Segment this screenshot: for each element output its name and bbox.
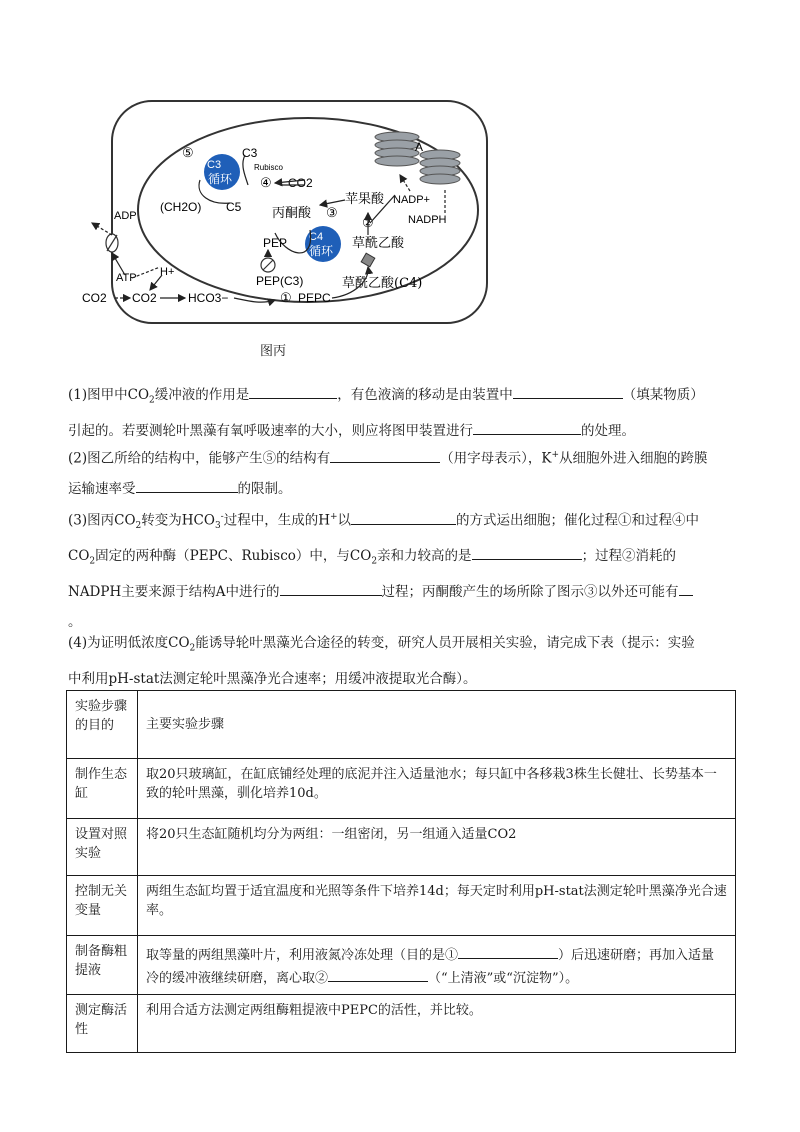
table-row: [67, 691, 736, 759]
table-cell-step: 主要实验步骤: [138, 691, 736, 759]
table-row: [67, 995, 736, 1053]
table-row: [67, 759, 736, 819]
process-5-label: ⑤: [182, 146, 194, 161]
c3-label: C3: [242, 146, 258, 160]
co2-cytosol-label: CO2: [132, 291, 157, 305]
question-2: (2)图乙所给的结构中，能够产生⑤的结构有 （用字母表示），K+从细胞外进入细胞的跨膜 运输速率受 的限制。: [68, 440, 736, 504]
atp-label: ATP: [116, 272, 137, 284]
table-row: [67, 876, 736, 936]
c3-cycle-label-1: C3: [207, 159, 222, 171]
pyruvate-label: 丙酮酸: [272, 206, 312, 221]
co2-inner-label: CO2: [288, 176, 313, 190]
table-cell-purpose: 制作生态缸: [67, 759, 138, 819]
answer-blank-3-3[interactable]: [280, 579, 382, 596]
hco3-label: HCO3−: [188, 291, 229, 305]
nadp-label: NADP+: [393, 194, 430, 206]
figure-caption: 图丙: [260, 344, 287, 359]
answer-blank-2-1[interactable]: [330, 446, 440, 463]
malic-acid-label: 苹果酸: [345, 192, 385, 207]
process-2-label: ②: [362, 216, 374, 231]
answer-blank-1-3[interactable]: [473, 418, 581, 435]
pepc-label: PEPC: [298, 291, 331, 305]
pep-label: PEP: [263, 236, 288, 250]
question-4: (4)为证明低浓度$CO_2$能诱导轮叶黑藻光合途径的转变，研究人员开展相关实验，请完成下表（提示：实验 中利用pH-stat法测定轮叶黑藻净光合速率；用缓冲液提取光合酶）。: [68, 635, 695, 687]
experiment-table: [66, 690, 736, 1053]
table-cell-step: 利用合适方法测定两组酶粗提液中PEPC的活性，并比较。: [138, 995, 736, 1053]
answer-blank-3-2[interactable]: [472, 543, 582, 560]
c3-cycle-label-2: 循环: [208, 172, 233, 186]
process-3-label: ③: [326, 206, 338, 221]
nadph-label: NADPH: [408, 214, 447, 226]
answer-blank-1-2[interactable]: [513, 382, 623, 399]
table-cell-purpose: 实验步骤的目的: [67, 691, 138, 759]
answer-blank-3-4[interactable]: [679, 579, 693, 596]
structure-a-label: A: [415, 140, 424, 154]
answer-blank-table-1[interactable]: [458, 942, 558, 959]
c5-label: C5: [226, 200, 242, 214]
pep-c3-label: PEP(C3): [256, 274, 304, 288]
oaa-transporter-icon: [361, 253, 375, 267]
process-4-label: ④: [260, 176, 272, 191]
table-cell-step: 取20只玻璃缸，在缸底铺经处理的底泥并注入适量池水；每只缸中各移栽3株生长健壮、长势基本一致的轮叶黑藻，驯化培养10d。: [138, 759, 736, 819]
ch2o-label: (CH2O): [160, 200, 202, 214]
oxaloacetate-label: 草酰乙酸: [352, 236, 405, 251]
oxaloacetate-c4-label: 草酰乙酸(C4): [342, 276, 423, 291]
answer-blank-table-2[interactable]: [328, 965, 428, 982]
table-cell-purpose: 控制无关变量: [67, 876, 138, 936]
question-3: (3)图丙$CO_2$转变为$HCO_3^-$过程中，生成的H+以 的方式运出细胞；催化过程①和过程④中 $CO_2$固定的两种酶（PEPC、Rubisco）中，与$CO_2$亲和力较高的是 ；过程②消耗的 NADPH主要来源于结构A中进行的 过程；丙酮酸产生的场所除了图示③以外还可能有 。: [68, 502, 736, 637]
adp-label: ADP: [114, 210, 137, 222]
table-cell-step: 两组生态缸均置于适宜温度和光照等条件下培养14d；每天定时利用pH-stat法测定轮叶黑藻净光合速率。: [138, 876, 736, 936]
h-ion-label: H+: [160, 266, 175, 278]
answer-blank-3-1[interactable]: [351, 508, 456, 525]
table-cell-purpose: 设置对照实验: [67, 819, 138, 876]
c4-cycle-label-1: C4: [309, 231, 324, 243]
table-cell-step: 取等量的两组黑藻叶片，利用液氮冷冻处理（目的是① ）后迅速研磨；再加入适量冷的缓冲液继续研磨，离心取② （“上清液”或“沉淀物”）。: [138, 936, 736, 995]
co2-outside-label: CO2: [82, 291, 107, 305]
figure-svg: [70, 95, 500, 330]
question-1: (1)图甲中$CO_2$缓冲液的作用是 ，有色液滴的移动是由装置中 （填某物质） 引起的。若要测轮叶黑藻有氧呼吸速率的大小，则应将图甲装置进行 的处理。: [68, 380, 736, 446]
table-cell-purpose: 制备酶粗提液: [67, 936, 138, 995]
process-1-label: ①: [280, 291, 292, 306]
table-cell-step: 将20只生态缸随机均分为两组：一组密闭，另一组通入适量CO2: [138, 819, 736, 876]
table-row: [67, 936, 736, 995]
figure-c-diagram: [70, 95, 500, 330]
table-cell-purpose: 测定酶活性: [67, 995, 138, 1053]
table-row: [67, 819, 736, 876]
rubisco-label: Rubisco: [254, 163, 283, 172]
answer-blank-1-1[interactable]: [249, 382, 337, 399]
c4-cycle-label-2: 循环: [309, 244, 334, 258]
answer-blank-2-2[interactable]: [136, 476, 238, 493]
